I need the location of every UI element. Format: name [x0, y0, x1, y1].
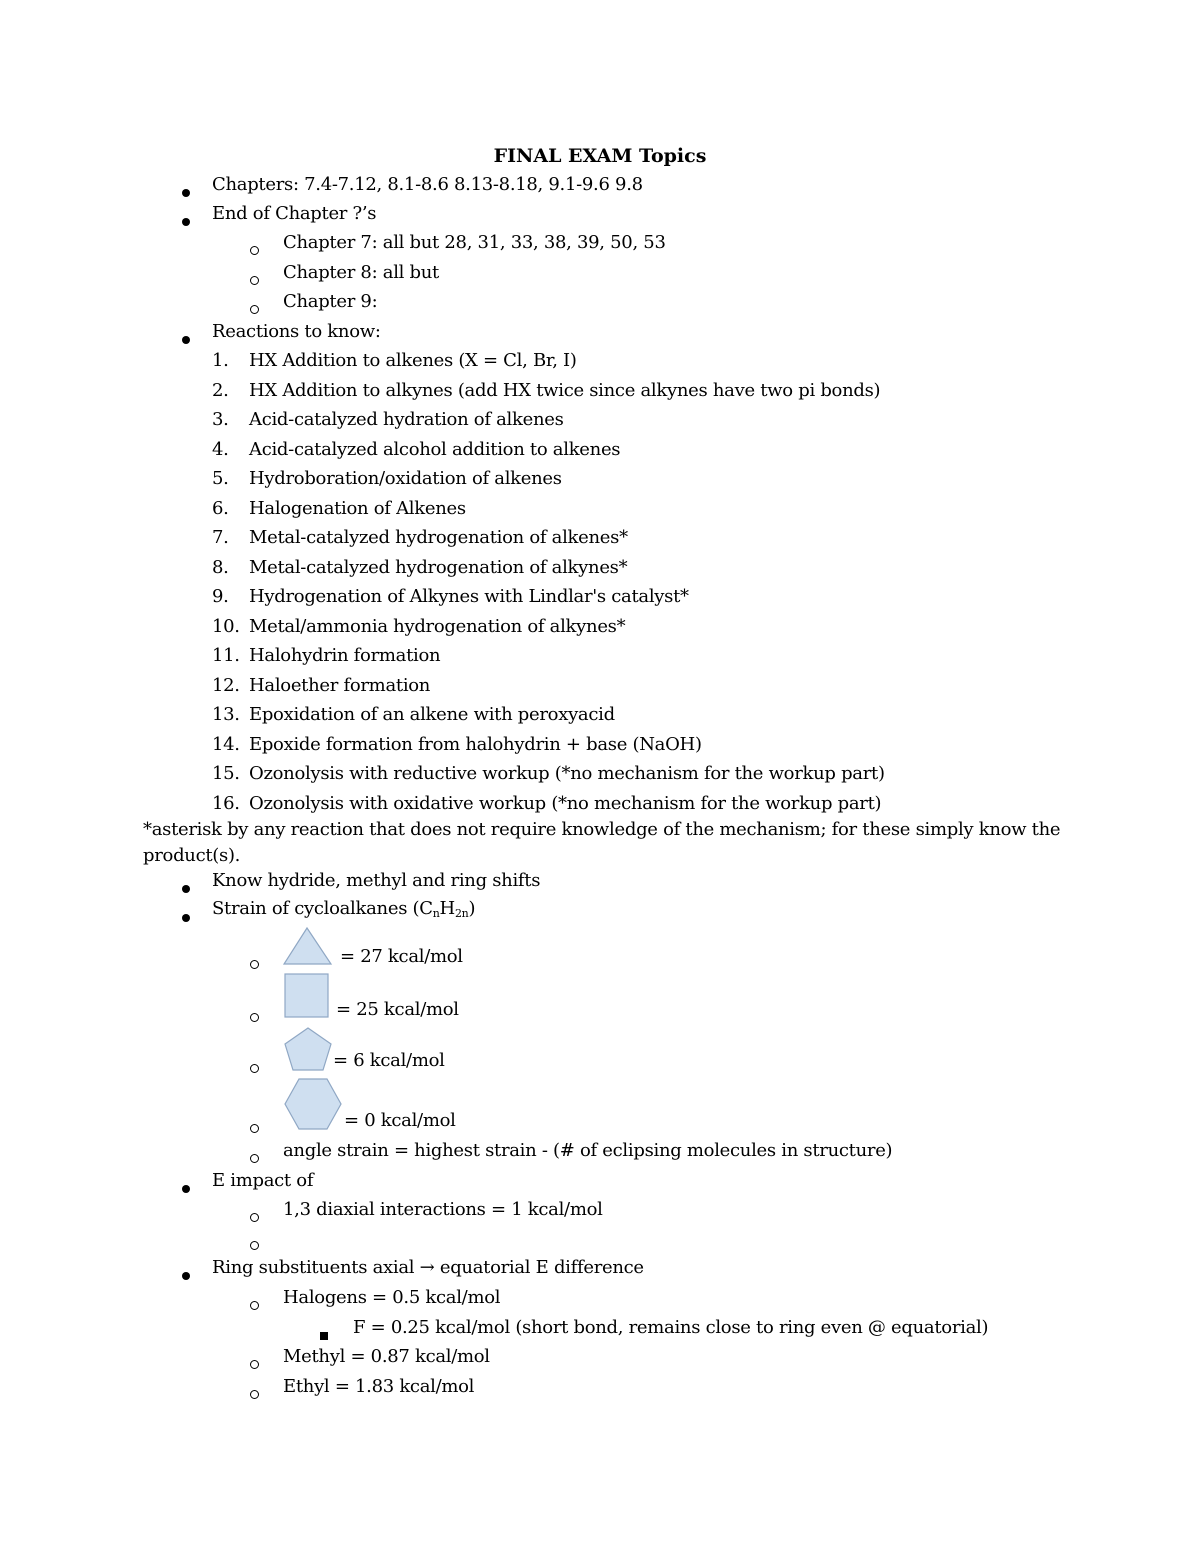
list-item: F = 0.25 kcal/mol (short bond, remains close to ring even @ equatorial) — [353, 1317, 989, 1338]
bullet-circle — [250, 1234, 259, 1256]
bullet-circle — [250, 1206, 259, 1228]
strain-value: = 25 kcal/mol — [336, 999, 459, 1020]
page-title: FINAL EXAM Topics — [493, 145, 707, 167]
list-item: Ethyl = 1.83 kcal/mol — [283, 1376, 475, 1397]
e-impact-label: E impact of — [212, 1170, 314, 1191]
bullet-circle — [250, 1057, 259, 1079]
strain-value: = 6 kcal/mol — [333, 1050, 445, 1071]
reaction-item: Acid-catalyzed hydration of alkenes — [249, 409, 564, 430]
reaction-item: Ozonolysis with reductive workup (*no mechanism for the workup part) — [249, 763, 885, 784]
reaction-number: 13. — [212, 704, 240, 725]
list-item: Chapter 8: all but — [283, 262, 439, 283]
reaction-item: Metal-catalyzed hydrogenation of alkynes* — [249, 557, 628, 578]
strain-value: = 0 kcal/mol — [344, 1110, 456, 1131]
list-item: Halogens = 0.5 kcal/mol — [283, 1287, 501, 1308]
reaction-item: Halogenation of Alkenes — [249, 498, 466, 519]
end-of-chapter-label: End of Chapter ?’s — [212, 203, 377, 224]
shifts-text: Know hydride, methyl and ring shifts — [212, 870, 541, 891]
reaction-number: 11. — [212, 645, 240, 666]
ring-substituents-label: Ring substituents axial → equatorial E difference — [212, 1257, 644, 1278]
reaction-number: 14. — [212, 734, 240, 755]
reaction-item: Acid-catalyzed alcohol addition to alkenes — [249, 439, 621, 460]
reaction-number: 16. — [212, 793, 240, 814]
bullet-circle — [250, 298, 259, 320]
reaction-number: 12. — [212, 675, 240, 696]
bullet-dot — [182, 877, 190, 899]
reaction-item: Hydrogenation of Alkynes with Lindlar's catalyst* — [249, 586, 689, 607]
reaction-item: HX Addition to alkynes (add HX twice since alkynes have two pi bonds) — [249, 380, 881, 401]
reaction-item: Epoxide formation from halohydrin + base (NaOH) — [249, 734, 702, 755]
reaction-item: HX Addition to alkenes (X = Cl, Br, I) — [249, 350, 577, 371]
bullet-circle — [250, 1147, 259, 1169]
reaction-number: 15. — [212, 763, 240, 784]
bullet-dot — [182, 1177, 190, 1199]
angle-strain-text: angle strain = highest strain - (# of eclipsing molecules in structure) — [283, 1140, 893, 1161]
bullet-dot — [182, 181, 190, 203]
list-item: Chapter 9: — [283, 291, 378, 312]
list-item: Methyl = 0.87 kcal/mol — [283, 1346, 490, 1367]
pentagon-icon — [283, 1026, 333, 1072]
reaction-item: Halohydrin formation — [249, 645, 441, 666]
bullet-circle — [250, 1294, 259, 1316]
square-icon — [284, 973, 330, 1019]
strain-label: Strain of cycloalkanes $(C_nH_{2n})$ — [212, 898, 476, 920]
bullet-dot — [182, 210, 190, 232]
reaction-number: 7. — [212, 527, 229, 548]
bullet-circle — [250, 239, 259, 261]
bullet-circle — [250, 953, 259, 975]
bullet-square — [320, 1324, 328, 1346]
asterisk-note: *asterisk by any reaction that does not require knowledge of the mechanism; for these simply know the product(s). — [143, 819, 1061, 866]
reaction-item: Haloether formation — [249, 675, 431, 696]
bullet-dot — [182, 328, 190, 350]
chapters-text: Chapters: 7.4-7.12, 8.1-8.6 8.13-8.18, 9.1-9.6 9.8 — [212, 174, 643, 195]
strain-value: = 27 kcal/mol — [340, 946, 463, 967]
reaction-number: 3. — [212, 409, 229, 430]
bullet-circle — [250, 1006, 259, 1028]
list-item: Chapter 7: all but 28, 31, 33, 38, 39, 50, 53 — [283, 232, 666, 253]
triangle-icon — [283, 926, 333, 966]
reaction-item: Epoxidation of an alkene with peroxyacid — [249, 704, 615, 725]
reaction-item: Metal-catalyzed hydrogenation of alkenes* — [249, 527, 628, 548]
bullet-circle — [250, 269, 259, 291]
reaction-number: 5. — [212, 468, 229, 489]
hexagon-icon — [284, 1077, 342, 1131]
reaction-number: 2. — [212, 380, 229, 401]
bullet-circle — [250, 1383, 259, 1405]
reaction-item: Metal/ammonia hydrogenation of alkynes* — [249, 616, 626, 637]
bullet-circle — [250, 1117, 259, 1139]
bullet-dot — [182, 906, 190, 928]
reaction-number: 8. — [212, 557, 229, 578]
reaction-item: Ozonolysis with oxidative workup (*no mechanism for the workup part) — [249, 793, 882, 814]
bullet-circle — [250, 1353, 259, 1375]
reaction-number: 1. — [212, 350, 229, 371]
reaction-number: 4. — [212, 439, 229, 460]
reaction-number: 6. — [212, 498, 229, 519]
bullet-dot — [182, 1264, 190, 1286]
reaction-number: 10. — [212, 616, 240, 637]
reactions-label: Reactions to know: — [212, 321, 381, 342]
list-item: 1,3 diaxial interactions = 1 kcal/mol — [283, 1199, 603, 1220]
reaction-number: 9. — [212, 586, 229, 607]
reaction-item: Hydroboration/oxidation of alkenes — [249, 468, 562, 489]
